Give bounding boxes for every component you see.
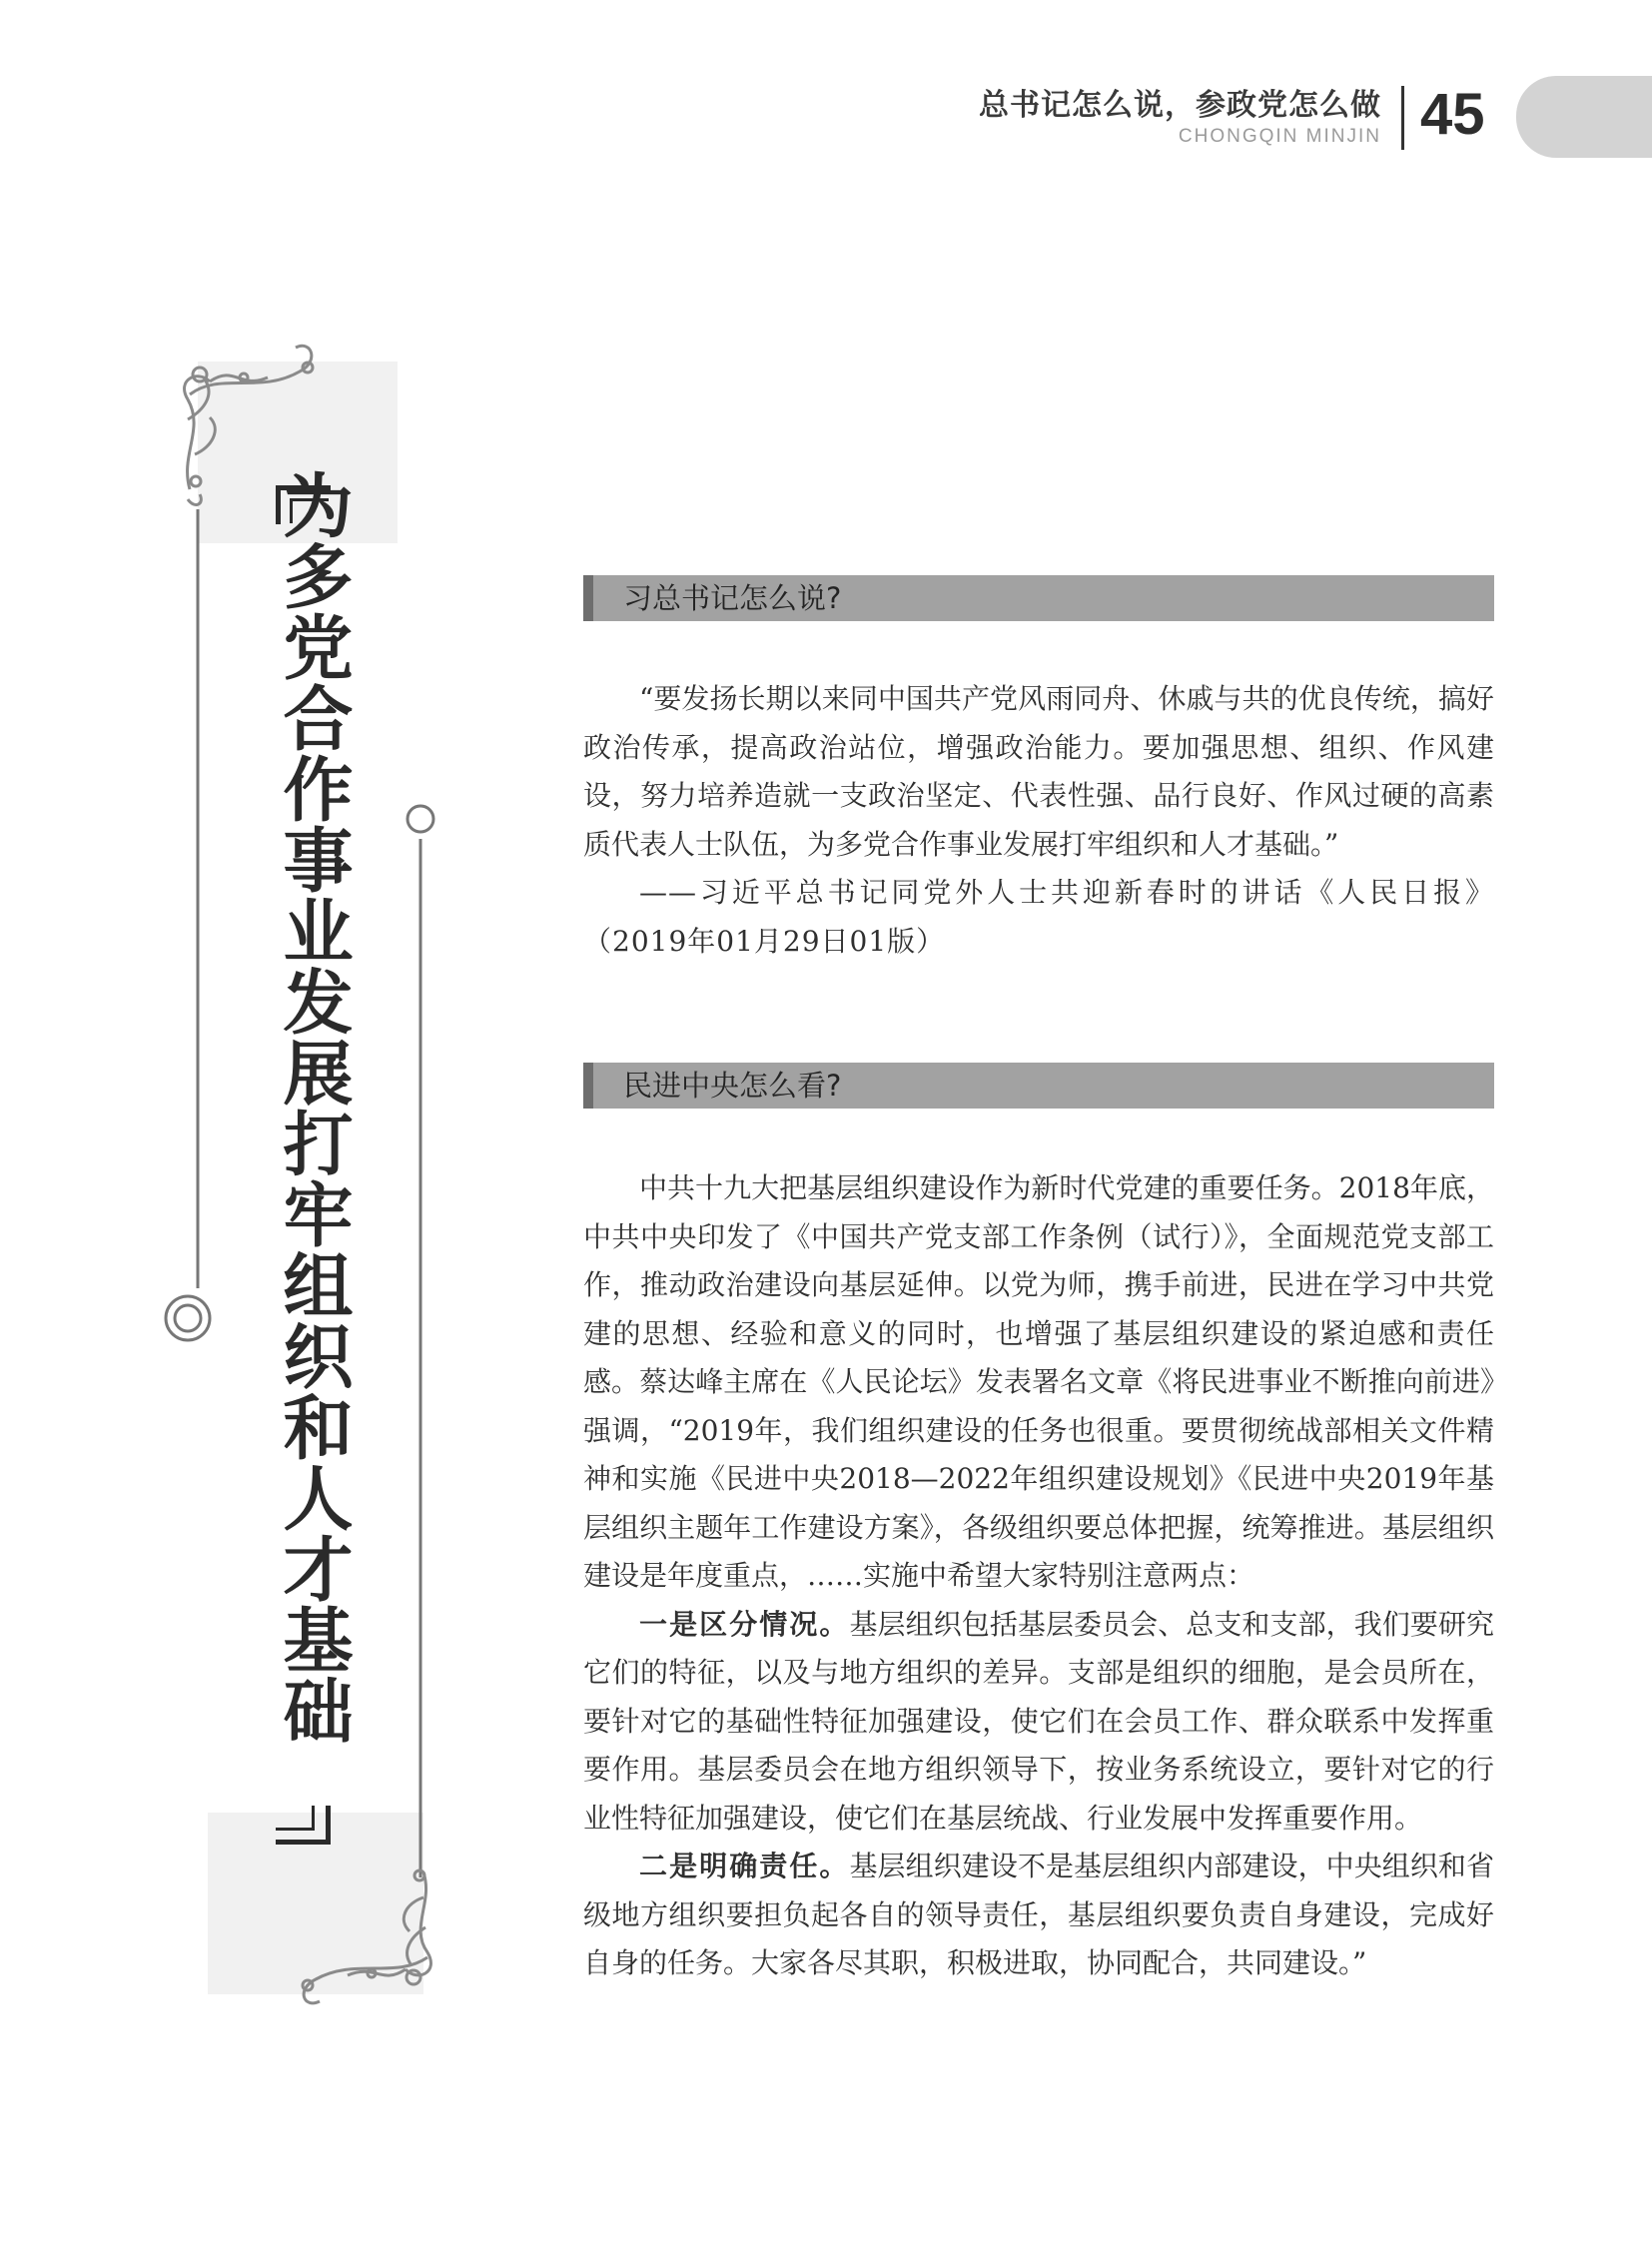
point-text: 基层组织包括基层委员会、总支和支部，我们要研究它们的特征，以及与地方组织的差异。支部是组织的细胞，是会员所在，要针对它的基础性特征加强建设，使它们在会员工作、群众联系中发挥重要作用。基层委员会在地方组织领导下，按业务系统设立，要针对它的行业性特征加强建设，使它们在基层统战、行业发展中发挥重要作用。 bbox=[583, 1607, 1494, 1835]
section-heading-label: 民进中央怎么看? bbox=[623, 1069, 842, 1103]
heading-mark bbox=[583, 575, 593, 621]
point-lead: 二是明确责任。 bbox=[639, 1850, 850, 1882]
article-body bbox=[583, 1164, 1494, 1988]
quote-block bbox=[583, 675, 1494, 966]
section-heading-label: 习总书记怎么说? bbox=[623, 581, 842, 615]
heading-mark bbox=[583, 1063, 593, 1109]
quote-source: ——习近平总书记同党外人士共迎新春时的讲话《人民日报》（2019年01月29日01版） bbox=[583, 876, 1494, 958]
running-header-subtitle: CHONGQIN MINJIN bbox=[1178, 126, 1381, 147]
body-paragraph: 中共十九大把基层组织建设作为新时代党建的重要任务。2018年底，中共中央印发了《中国共产党支部工作条例（试行）》，全面规范党支部工作，推动政治建设向基层延伸。以党为师，携手前进，民进在学习中共党建的思想、经验和意义的同时，也增强了基层组织建设的紧迫感和责任感。蔡达峰主席在《人民论坛》发表署名文章《将民进事业不断推向前进》强调，“2019年，我们组织建设的任务也很重。要贯彻统战部相关文件精神和实施《民进中央2018—2022年组织建设规划》《民进中央2019年基层组织主题年工作建设方案》，各级组织要总体把握，统筹推进。基层组织建设是年度重点，……实施中希望大家特别注意两点： bbox=[583, 1171, 1494, 1592]
page-number: 45 bbox=[1420, 82, 1485, 147]
vertical-chapter-title: 为多党合作事业发展打牢组织和人才基础 bbox=[272, 469, 354, 1746]
ring-icon bbox=[166, 1296, 210, 1340]
running-header-title: 总书记怎么说，参政党怎么做 bbox=[979, 88, 1381, 123]
corner-bracket-close bbox=[276, 1806, 331, 1845]
section-heading-bar bbox=[583, 575, 1494, 621]
body-paragraph-point-1 bbox=[583, 1601, 1494, 1844]
body-paragraph-point-2 bbox=[583, 1843, 1494, 1988]
flourish-bottom-icon bbox=[303, 1870, 430, 2003]
section-heading-bar bbox=[583, 1063, 1494, 1109]
quote-paragraph: “要发扬长期以来同中国共产党风雨同舟、休戚与共的优良传统，搞好政治传承，提高政治站位，增强政治能力。要加强思想、组织、作风建设，努力培养造就一支政治坚定、代表性强、品行良好、作风过硬的高素质代表人士队伍，为多党合作事业发展打牢组织和人才基础。” bbox=[583, 682, 1494, 861]
point-text: 基层组织建设不是基层组织内部建设，中央组织和省级地方组织要担负起各自的领导责任，基层组织要负责自身建设，完成好自身的任务。大家各尽其职，积极进取，协同配合，共同建设。” bbox=[583, 1850, 1494, 1979]
circle-node-icon bbox=[408, 806, 433, 832]
point-lead: 一是区分情况。 bbox=[639, 1607, 850, 1641]
